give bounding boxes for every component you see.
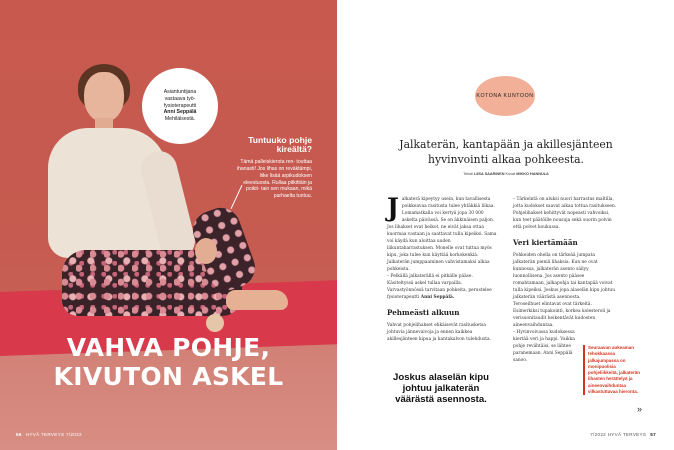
next-page-callout: Seuraavan aukeaman tehokkaassa jalkajumpassa on monipuolisia pohjeliikkeitä, jalkaterän lihasten herättelyä ja aineenvaihduntaa vilkastuttavaa hieronta. bbox=[583, 345, 643, 395]
expert-name: Anni Seppälä. bbox=[420, 295, 455, 301]
subheading: Veri kiertämään bbox=[513, 238, 578, 248]
credit-author: LIISA SAARINEN bbox=[474, 172, 505, 176]
credit-label: Teksti bbox=[463, 172, 473, 176]
bubble-line: vastaava työ- bbox=[164, 95, 196, 102]
pull-quote: Joskus alaselän kipu johtuu jalkaterän väärästä asennosta. bbox=[393, 372, 489, 405]
right-folio bbox=[590, 432, 656, 437]
expert-bubble bbox=[142, 68, 218, 144]
title-line: VAHVA POHJE, bbox=[66, 333, 271, 362]
lead-line: hyvinvointi alkaa pohkeesta. bbox=[428, 152, 584, 166]
person-face bbox=[84, 72, 124, 122]
article-credits bbox=[375, 172, 637, 176]
body-paragraph: Lomamatkalla voi kertyä jopa 30 000 askelta päivässä. Se on äkkinäisen paljon. Jos lihakset ovat heikot, ne eivät jaksa ottaa kuormaa vastaan ja saattavat tulla kipeiksi. Sama voi käydä kun aloittaa uuden liikuntaharrastuksen. Monelle ovat tuttua myös kipu, joka tulee kun käyttää korkokenkiä. Jalkaterän jumppaaminen vahvistamaksi alkaa pohkeista. bbox=[387, 211, 497, 273]
body-paragraph bbox=[387, 273, 499, 301]
side-tip bbox=[232, 136, 312, 200]
body-paragraph: Pohkeiden ohella on tärkeää jumpata jalkaterän pieniä lihaksia. Kun ne ovat kunnossa, jalkaterän asento säilyy luonnollisena. Jos asento pääsee romahtamaan, jalkapohja tai kantapää voivat tulla kipeiksi. Joskus jopa alaselän kipu johtuu jalkaterän väärästä asennosta. bbox=[513, 252, 616, 300]
body-column-1 bbox=[387, 193, 499, 343]
subheading: Pehmeästi alkuun bbox=[387, 308, 460, 318]
credit-label: Kuvat bbox=[505, 172, 516, 176]
body-paragraph: – Hyvinvoivassa kudoksessa kiertää veri ja happi. Vaikka pohje revähtäisi, se lähtee paranemaan, Anni Seppälä sanoo. bbox=[513, 330, 575, 364]
person-hand bbox=[195, 238, 217, 264]
magazine-name: HYVÄ TERVEYS 7/2022 bbox=[25, 432, 82, 437]
side-tip-text: Tämä palleiskierota ren- touttaa ihanasti! Jos lihas on reväktämpi, liike lisää arpikudoksen eleestuosta. Rullaa pitkittäin ja poikit- tain sen mukaan, mikä parhaelta tuntuu. bbox=[236, 158, 312, 200]
quote-text: – Pelkällä jalkaterällä ei pitkälle pääse. Käsiteltyssä askel tullaa varpailla. Varvastyönnössä tarvitaan pohkeita, perustelee fysioterapeutti bbox=[387, 274, 492, 301]
page-number: 56 bbox=[16, 432, 22, 437]
side-tip-heading: Tuntuuko pohje kireältä? bbox=[248, 135, 312, 155]
drop-cap: J bbox=[387, 193, 399, 222]
body-paragraph: – Tärkeintä on aluksi nuori harrastus maltilla, jotta kudokset saavat aikaa tottua rasitukseen. bbox=[513, 197, 617, 210]
article-title bbox=[0, 334, 337, 391]
magazine-name: 7/2022 HYVÄ TERVEYS bbox=[590, 432, 647, 437]
article-lead bbox=[375, 138, 637, 167]
body-paragraph: Pohjelihakset kehittyvät nopeasti vahvoiksi, kun teet päätöille nousuja sekä suorin polvin että polvet koukussa. bbox=[513, 211, 612, 231]
body-paragraph: Teroseilhuet elintavat ovat tärkeitä. Esimerkiksi tupakointi, korkea kolesteroli ja verisuonitaudit heikentävät kudosten aineenvaihduntaa. bbox=[513, 302, 611, 329]
page-number: 57 bbox=[650, 432, 656, 437]
body-paragraph: alkaterä kipeytyy usein, kun tavallisesta poikkeavaa rasitusta tulee yhtäkkiä liikaa. bbox=[401, 197, 495, 210]
next-page-arrow-icon: » bbox=[637, 404, 643, 414]
bubble-line: fysioterapeutti bbox=[163, 102, 197, 109]
bubble-line: Mehiläisestä. bbox=[164, 116, 196, 123]
section-badge-label: KOTONA KUNTOON bbox=[476, 93, 534, 99]
massage-ball bbox=[206, 314, 224, 332]
section-badge bbox=[475, 76, 535, 116]
credit-photographer: MIKKO HANNULA bbox=[516, 172, 549, 176]
title-line: KIVUTON ASKEL bbox=[53, 361, 284, 391]
body-paragraph: Vahvat pohjelihakset ehkäisevät rasitusketsa johtuvia jännevaivoja ja ennen kaikkea akillesjänteen kipua ja kantakalvon tulehdusta. bbox=[387, 323, 491, 343]
left-folio bbox=[16, 432, 82, 437]
bubble-expert-name: Anni Seppälä bbox=[163, 109, 197, 116]
right-page bbox=[337, 0, 674, 450]
lead-line: Jalkaterän, kantapään ja akillesjänteen bbox=[399, 138, 613, 151]
bubble-line: Asiantuntijana bbox=[163, 89, 197, 96]
body-column-2 bbox=[513, 196, 617, 364]
person-foot bbox=[226, 290, 288, 310]
